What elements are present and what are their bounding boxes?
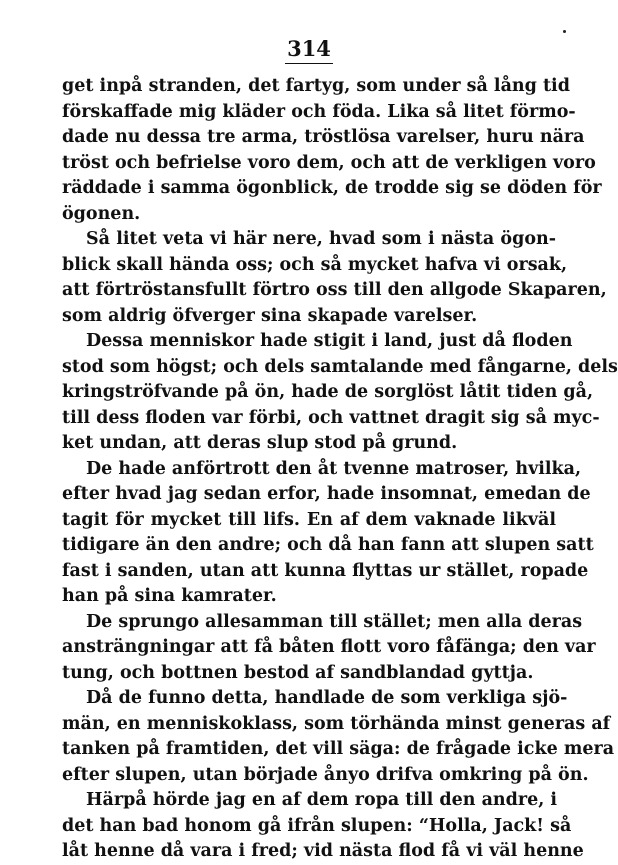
text-line: till dess floden var förbi, och vattnet dragit sig så myc- (62, 407, 600, 428)
text-line: efter slupen, utan började ånyo drifva omkring på ön. (62, 764, 589, 785)
page-number-text: 314 (285, 36, 333, 64)
paragraph (62, 788, 584, 865)
text-line: som aldrig öfverger sina skapade varelser. (62, 305, 478, 326)
body-text (62, 74, 618, 865)
text-line: blick skall hända oss; och så mycket hafva vi orsak, (62, 254, 568, 275)
text-line: ket undan, att deras slup stod på grund. (62, 433, 458, 453)
text-line: De sprungo allesamman till stället; men alla deras (86, 611, 583, 632)
text-line: Härpå hörde jag en af dem ropa till den andre, i (86, 790, 558, 810)
text-line: De hade anförtrott den åt tvenne matroser, hvilka, (86, 458, 582, 479)
paragraph (62, 227, 607, 329)
text-line: tagit för mycket till lifs. En af dem vaknade likväl (62, 509, 556, 530)
text-line: fast i sanden, utan att kunna flyttas ur stället, ropade (62, 560, 589, 581)
text-line: att förtröstansfullt förtro oss till den allgode Skaparen, (62, 280, 607, 300)
text-line: räddade i samma ögonblick, de trodde sig se döden för (62, 178, 602, 198)
text-line: han på sina kamrater. (62, 586, 277, 606)
text-line: kringströfvande på ön, hade de sorglöst låtit tiden gå, (62, 382, 594, 402)
text-line: tröst och befrielse voro dem, och att de verkligen voro (62, 152, 596, 173)
text-line: förskaffade mig kläder och föda. Lika så litet förmo- (62, 101, 576, 122)
text-line: det han bad honom gå ifrån slupen: “Holla, Jack! så (62, 815, 572, 836)
text-line: låt henne då vara i fred; vid nästa flod få vi väl henne (62, 841, 584, 861)
text-line: dade nu dessa tre arma, tröstlösa varelser, huru nära (62, 127, 585, 147)
page-number (62, 36, 556, 64)
print-speck (563, 30, 566, 33)
text-line: ansträngningar att få båten flott voro fåfänga; den var (62, 637, 596, 657)
text-line: tidigare än den andre; och då han fann att slupen satt (62, 535, 594, 555)
paragraph (62, 686, 615, 788)
paragraph (62, 74, 602, 227)
text-line: tung, och bottnen bestod af sandblandad gyttja. (62, 662, 534, 683)
text-line: stod som högst; och dels samtalande med fångarne, dels (62, 356, 618, 377)
text-line: Dessa menniskor hade stigit i land, just då floden (86, 331, 573, 351)
text-line: män, en menniskoklass, som törhända minst generas af (62, 713, 611, 734)
text-line: tanken på framtiden, det vill säga: de frågade icke mera (62, 739, 615, 759)
paragraph (62, 457, 594, 610)
text-line: ögonen. (62, 203, 141, 224)
paragraph (62, 610, 596, 687)
text-line: Så litet veta vi här nere, hvad som i nästa ögon- (86, 229, 556, 249)
text-line: efter hvad jag sedan erfor, hade insomnat, emedan de (62, 484, 591, 504)
text-line: get inpå stranden, det fartyg, som under så lång tid (62, 76, 570, 96)
paragraph (62, 329, 618, 457)
text-line: Då de funno detta, handlade de som verkliga sjö- (86, 688, 568, 708)
